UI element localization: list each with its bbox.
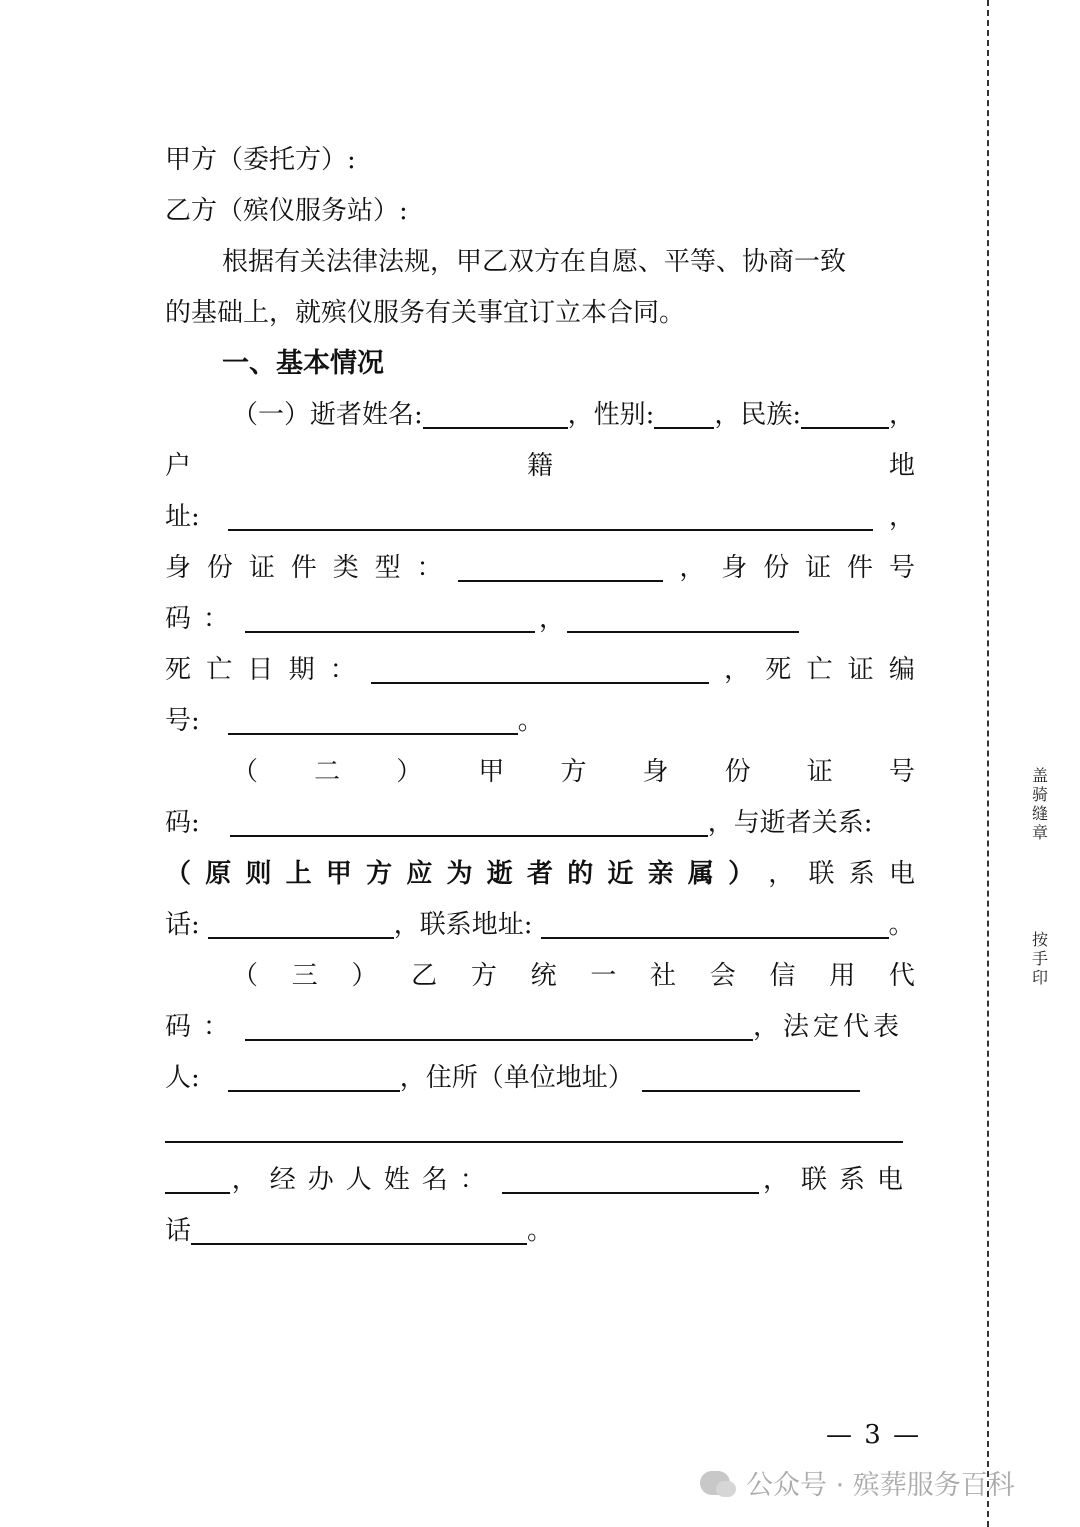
party-b-line [165, 186, 915, 236]
deceased-name-field[interactable] [423, 427, 568, 429]
handler-phone-field[interactable] [191, 1243, 527, 1245]
legal-rep-field[interactable] [228, 1090, 400, 1092]
intro-para-line1: 根据有关法律法规，甲乙双方在自愿、平等、协商一致 [222, 247, 847, 277]
party-a-address-field[interactable] [541, 937, 889, 939]
watermark [700, 1463, 1015, 1502]
ethnicity-field[interactable] [801, 427, 889, 429]
intro-para-line2: 的基础上，就殡仪服务有关事宜订立本合同。 [165, 298, 686, 328]
party-a-phone-field[interactable] [208, 937, 394, 939]
death-date-line: 死 亡 日 期 ： ， 死 亡 证 编 [165, 655, 915, 685]
wechat-icon [700, 1471, 730, 1495]
handler-name-field[interactable] [502, 1192, 759, 1194]
id-number-extra-field[interactable] [567, 631, 799, 633]
party-b-credit-code-label-line: （ 三 ） 乙 方 统 一 社 会 信 用 代 [232, 961, 915, 991]
id-type-field[interactable] [458, 580, 663, 582]
residence-field-end[interactable] [165, 1192, 230, 1194]
handler-line: ，经办人姓名： ，联系电 [165, 1155, 915, 1205]
residence-field[interactable] [642, 1090, 860, 1092]
residence-field-cont[interactable] [165, 1141, 903, 1143]
id-number-field[interactable] [245, 631, 535, 633]
fingerprint-label: 按手印 [1031, 930, 1048, 987]
party-a-id-field[interactable] [230, 835, 708, 837]
party-a-id-label-line: （ 二 ） 甲 方 身 份 证 号 [232, 757, 915, 787]
seal-label: 盖骑缝章 [1031, 766, 1048, 842]
party-b-label: 乙方（殡仪服务站）: [165, 196, 408, 226]
section-heading-basic-info: 一、基本情况 [222, 348, 384, 379]
party-a-line [165, 135, 915, 185]
gender-field[interactable] [654, 427, 714, 429]
handler-phone-line: 话 。 [165, 1216, 554, 1246]
party-a-id-line: 码: ，与逝者关系: [165, 808, 873, 838]
death-cert-number-line: 号: 。 [165, 706, 544, 736]
household-address-field[interactable] [228, 529, 873, 531]
page-number: — 3 — [826, 1420, 922, 1450]
household-address-label-line: 户 籍 地 [165, 451, 915, 481]
perforation-line [987, 0, 989, 1527]
party-a-label: 甲方（委托方）: [165, 145, 356, 175]
watermark-text: 公众号 · 殡葬服务百科 [746, 1470, 1015, 1501]
party-a-contact-line: 话: ，联系地址: 。 [165, 910, 915, 940]
deceased-info-line: （一）逝者姓名: ，性别: ，民族: ， [232, 400, 915, 430]
legal-rep-line: 人: ，住所（单位地址） [165, 1053, 915, 1103]
death-date-field[interactable] [371, 682, 709, 684]
close-kin-note-line: （ 原 则 上 甲 方 应 为 逝 者 的 近 亲 属 ） ， 联 系 电 [165, 859, 915, 889]
id-number-line: 码： ， [165, 594, 915, 644]
id-type-line: 身 份 证 件 类 型 ： ， 身 份 证 件 号 [165, 553, 915, 583]
household-address-line: 址: ， [165, 502, 915, 532]
death-cert-number-field[interactable] [228, 733, 518, 735]
party-b-credit-code-line: 码： ，法定代表 [165, 1012, 904, 1042]
residence-continuation-line [165, 1104, 915, 1154]
credit-code-field[interactable] [245, 1039, 753, 1041]
